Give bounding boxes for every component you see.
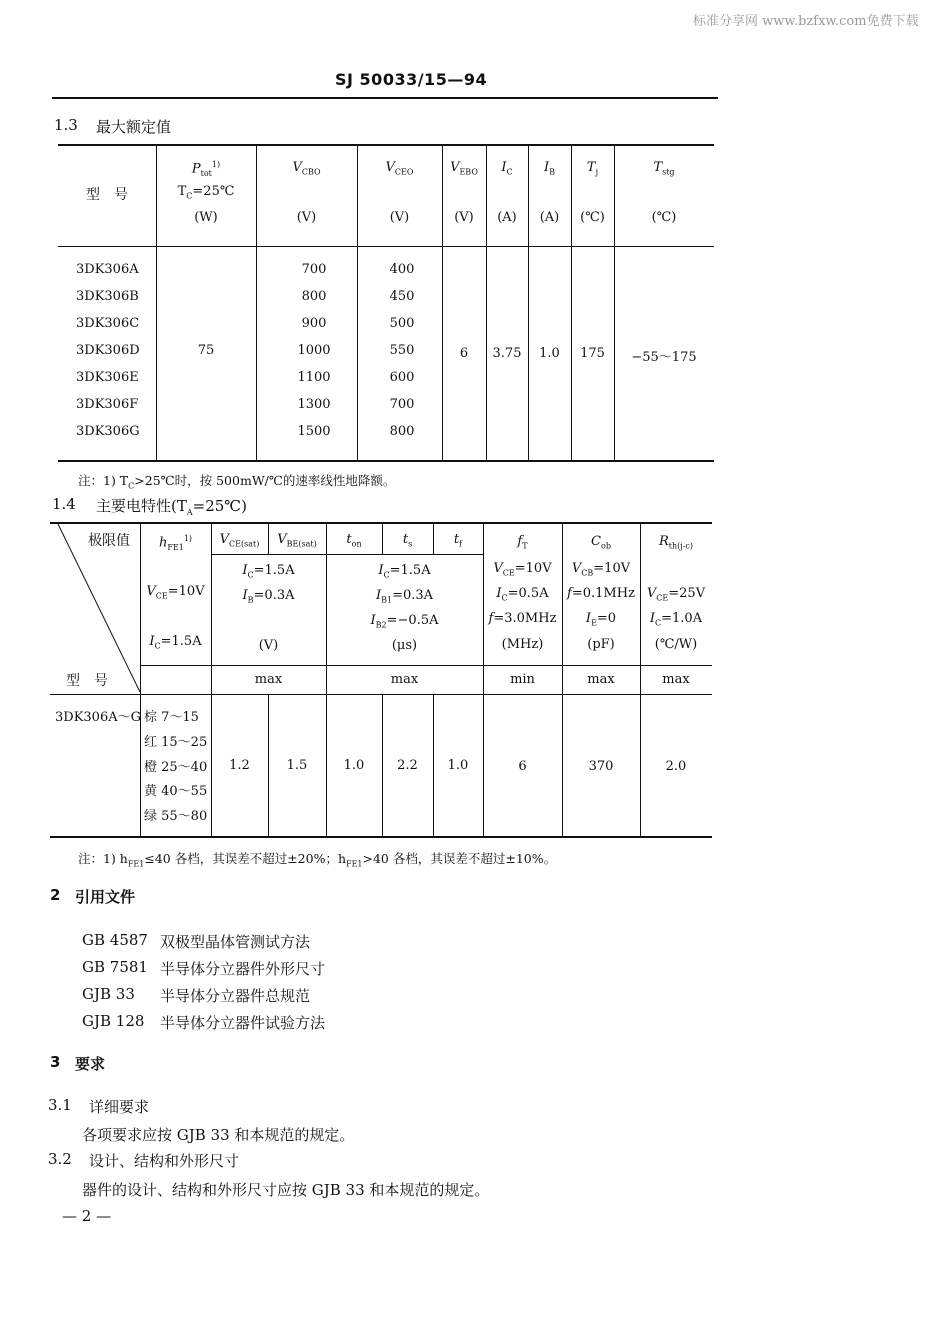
table-cell-ib: 1.0 <box>539 346 560 361</box>
reference-title: 半导体分立器件总规范 <box>160 987 311 1005</box>
table2-bottom-rule <box>50 836 712 838</box>
header-rule <box>52 97 718 99</box>
table-cell-tstg: −55～175 <box>631 350 697 365</box>
sw-unit: (μs) <box>391 638 418 653</box>
section-3-number: 3 <box>50 1053 61 1071</box>
rth-unit: (℃/W) <box>654 637 698 652</box>
table1-col-rule <box>571 144 572 460</box>
ts-header: $t_s$ <box>402 532 413 549</box>
table-cell-vceo: 550 <box>389 343 415 358</box>
hfe-grade: 橙 25～40 <box>144 760 208 775</box>
section-3-2-body: 器件的设计、结构和外形尺寸应按 GJB 33 和本规范的规定。 <box>82 1181 490 1199</box>
hfe-grade: 黄 40～55 <box>144 784 208 799</box>
reference-title: 双极型晶体管测试方法 <box>160 933 311 951</box>
col-ptot-header: $P_{tot}^{1)}$ <box>191 160 221 178</box>
sat-unit: (V) <box>258 638 279 653</box>
col-ib-unit: (A) <box>539 210 560 225</box>
cob-condition-vcb: $V_{CB}=10V$ <box>571 561 631 578</box>
col-ptot-condition: $T_C=25℃$ <box>177 184 235 201</box>
col-vebo-header: $V_{EBO}$ <box>450 160 478 177</box>
reference-title: 半导体分立器件试验方法 <box>160 1014 326 1032</box>
table1-col-rule <box>486 144 487 460</box>
reference-code: GB 7581 <box>82 958 148 976</box>
table1-col-rule <box>357 144 358 460</box>
table-cell-vcbo: 1100 <box>297 370 331 385</box>
table-cell-type: 3DK306C <box>76 316 140 331</box>
table1-bottom-rule <box>58 460 714 462</box>
col-ib-header: $I_B$ <box>543 160 556 177</box>
section-3-1-number: 3.1 <box>48 1096 72 1114</box>
table-cell-ft: 6 <box>518 759 527 774</box>
table-cell-type: 3DK306F <box>76 397 139 412</box>
col-tstg-unit: (℃) <box>651 210 677 225</box>
type-header: 型 号 <box>66 673 108 689</box>
table-cell-vcbo: 800 <box>301 289 327 304</box>
col-vcbo-unit: (V) <box>296 210 317 225</box>
rth-condition-vce: $V_{CE}=25V$ <box>646 586 706 603</box>
hfe-header: $h_{FE1}^{1)}$ <box>158 534 193 552</box>
table-cell-type: 3DK306G <box>76 424 140 439</box>
table2-footnote: 注：1) $h_{FE1}\le 40$ 各档，其误差不超过±20%；$h_{FE1}>40$ 各档，其误差不超过±10%。 <box>78 851 557 869</box>
hfe-grade: 棕 7～15 <box>144 710 199 725</box>
table2-subheader-rule <box>211 554 483 555</box>
table2-header-rule <box>50 694 712 695</box>
tf-header: $t_f$ <box>453 532 463 549</box>
sat-condition-ib: $I_B=0.3A$ <box>242 588 295 605</box>
section-2-title: 引用文件 <box>75 888 136 906</box>
limit-min-ft: min <box>510 672 535 687</box>
sat-condition-ic: $I_C=1.5A$ <box>242 563 295 580</box>
col-ic-header: $I_C$ <box>501 160 513 177</box>
col-vebo-unit: (V) <box>454 210 474 225</box>
sw-condition-ib1: $I_{B1}=0.3A$ <box>375 588 434 605</box>
table1-col-rule <box>528 144 529 460</box>
ft-unit: (MHz) <box>501 637 544 652</box>
ft-condition-vce: $V_{CE}=10V$ <box>493 561 552 578</box>
hfe-condition-ic: $I_C=1.5A$ <box>149 634 202 651</box>
table2-limit-rule <box>140 665 712 666</box>
section-2-number: 2 <box>50 886 61 904</box>
reference-code: GJB 33 <box>82 985 135 1003</box>
sw-condition-ib2: $I_{B2}=-0.5A$ <box>370 613 439 630</box>
table-cell-vcbo: 1000 <box>297 343 331 358</box>
section-1-4-title: 主要电特性$(T_A=25℃)$ <box>96 497 247 517</box>
table-cell-vcbo: 1300 <box>297 397 331 412</box>
limit-max-cob: max <box>587 672 615 687</box>
cob-unit: (pF) <box>587 637 615 652</box>
reference-title: 半导体分立器件外形尺寸 <box>160 960 326 978</box>
col-tj-unit: (℃) <box>580 210 605 225</box>
reference-code: GJB 128 <box>82 1012 145 1030</box>
table-cell-vceo: 500 <box>389 316 415 331</box>
col-tj-header: $T_j$ <box>586 160 599 177</box>
table-cell-vbesat: 1.5 <box>286 758 308 773</box>
table-cell-vebo: 6 <box>459 346 469 361</box>
cob-condition-f: f=0.1MHz <box>567 586 635 601</box>
table-cell-vcesat: 1.2 <box>229 758 250 773</box>
cob-header: $C_{ob}$ <box>591 534 611 551</box>
document-header: SJ 50033/15—94 <box>335 70 488 89</box>
table1-footnote: 注：1) $T_C>25℃$时，按 500mW/℃的速率线性地降额。 <box>78 473 396 491</box>
col-tstg-header: $T_{stg}$ <box>653 160 675 177</box>
limit-header: 极限值 <box>88 533 130 549</box>
section-1-3-number: 1.3 <box>54 116 78 134</box>
section-1-4-number: 1.4 <box>52 495 76 513</box>
section-3-2-number: 3.2 <box>48 1150 72 1168</box>
hfe-grade: 绿 55～80 <box>144 809 208 824</box>
col-ic-unit: (A) <box>497 210 517 225</box>
reference-code: GB 4587 <box>82 931 148 949</box>
ft-header: $f_T$ <box>517 534 528 551</box>
table-cell-tj: 175 <box>580 346 605 361</box>
hfe-condition-vce: $V_{CE}=10V$ <box>146 584 205 601</box>
table-cell-type: 3DK306E <box>76 370 139 385</box>
cob-condition-ie: $I_E=0$ <box>585 611 617 628</box>
table2-top-rule <box>50 522 712 524</box>
section-3-1-title: 详细要求 <box>89 1098 150 1116</box>
table-cell-tf: 1.0 <box>447 758 469 773</box>
page-number: — 2 — <box>62 1207 112 1225</box>
watermark: 标准分享网 www.bzfxw.com免费下载 <box>693 14 919 29</box>
table-cell-type: 3DK306D <box>76 343 140 358</box>
ft-condition-f: f=3.0MHz <box>488 611 557 626</box>
table-cell-vceo: 450 <box>389 289 415 304</box>
ton-header: $t_{on}$ <box>346 532 362 549</box>
col-type-header: 型 号 <box>86 187 128 203</box>
table-cell-vcbo: 700 <box>301 262 327 277</box>
col-vcbo-header: $V_{CBO}$ <box>292 160 321 177</box>
hfe-grade: 红 15～25 <box>144 735 208 750</box>
table-cell-vceo: 400 <box>389 262 415 277</box>
table1-col-rule <box>256 144 257 460</box>
section-1-3-title: 最大额定值 <box>96 118 172 136</box>
table-cell-ts: 2.2 <box>397 758 418 773</box>
rth-header: $R_{th(j-c)}$ <box>658 534 694 551</box>
table-cell-type: 3DK306B <box>76 289 139 304</box>
table-cell-type: 3DK306A <box>76 262 139 277</box>
section-3-1-body: 各项要求应按 GJB 33 和本规范的规定。 <box>82 1126 355 1144</box>
col-ptot-unit: (W) <box>194 210 218 225</box>
table-cell-ton: 1.0 <box>343 758 365 773</box>
limit-max-sat: max <box>254 672 283 687</box>
vbesat-header: $V_{BE(sat)}$ <box>277 532 317 549</box>
table-cell-ic: 3.75 <box>492 346 522 361</box>
table-cell-vceo: 700 <box>389 397 415 412</box>
table-cell-vceo: 800 <box>389 424 415 439</box>
vcesat-header: $V_{CE(sat)}$ <box>219 532 260 549</box>
limit-max-rth: max <box>662 672 690 687</box>
rth-condition-ic: $I_C=1.0A$ <box>649 611 703 628</box>
table-cell-ptot: 75 <box>197 343 215 358</box>
table-cell-rth: 2.0 <box>665 759 687 774</box>
table-cell-vceo: 600 <box>389 370 415 385</box>
sw-condition-ic: $I_C=1.5A$ <box>378 563 431 580</box>
col-vceo-header: $V_{CEO}$ <box>385 160 414 177</box>
ft-condition-ic: $I_C=0.5A$ <box>496 586 549 603</box>
table1-col-rule <box>614 144 615 460</box>
table-cell-vcbo: 1500 <box>297 424 331 439</box>
table-cell-type-range: 3DK306A～G <box>55 710 141 725</box>
section-3-2-title: 设计、结构和外形尺寸 <box>89 1152 240 1170</box>
limit-max-switching: max <box>390 672 419 687</box>
col-vceo-unit: (V) <box>389 210 410 225</box>
section-3-title: 要求 <box>75 1055 106 1073</box>
table-cell-cob: 370 <box>588 759 614 774</box>
table-cell-vcbo: 900 <box>301 316 327 331</box>
table1-col-rule <box>442 144 443 460</box>
